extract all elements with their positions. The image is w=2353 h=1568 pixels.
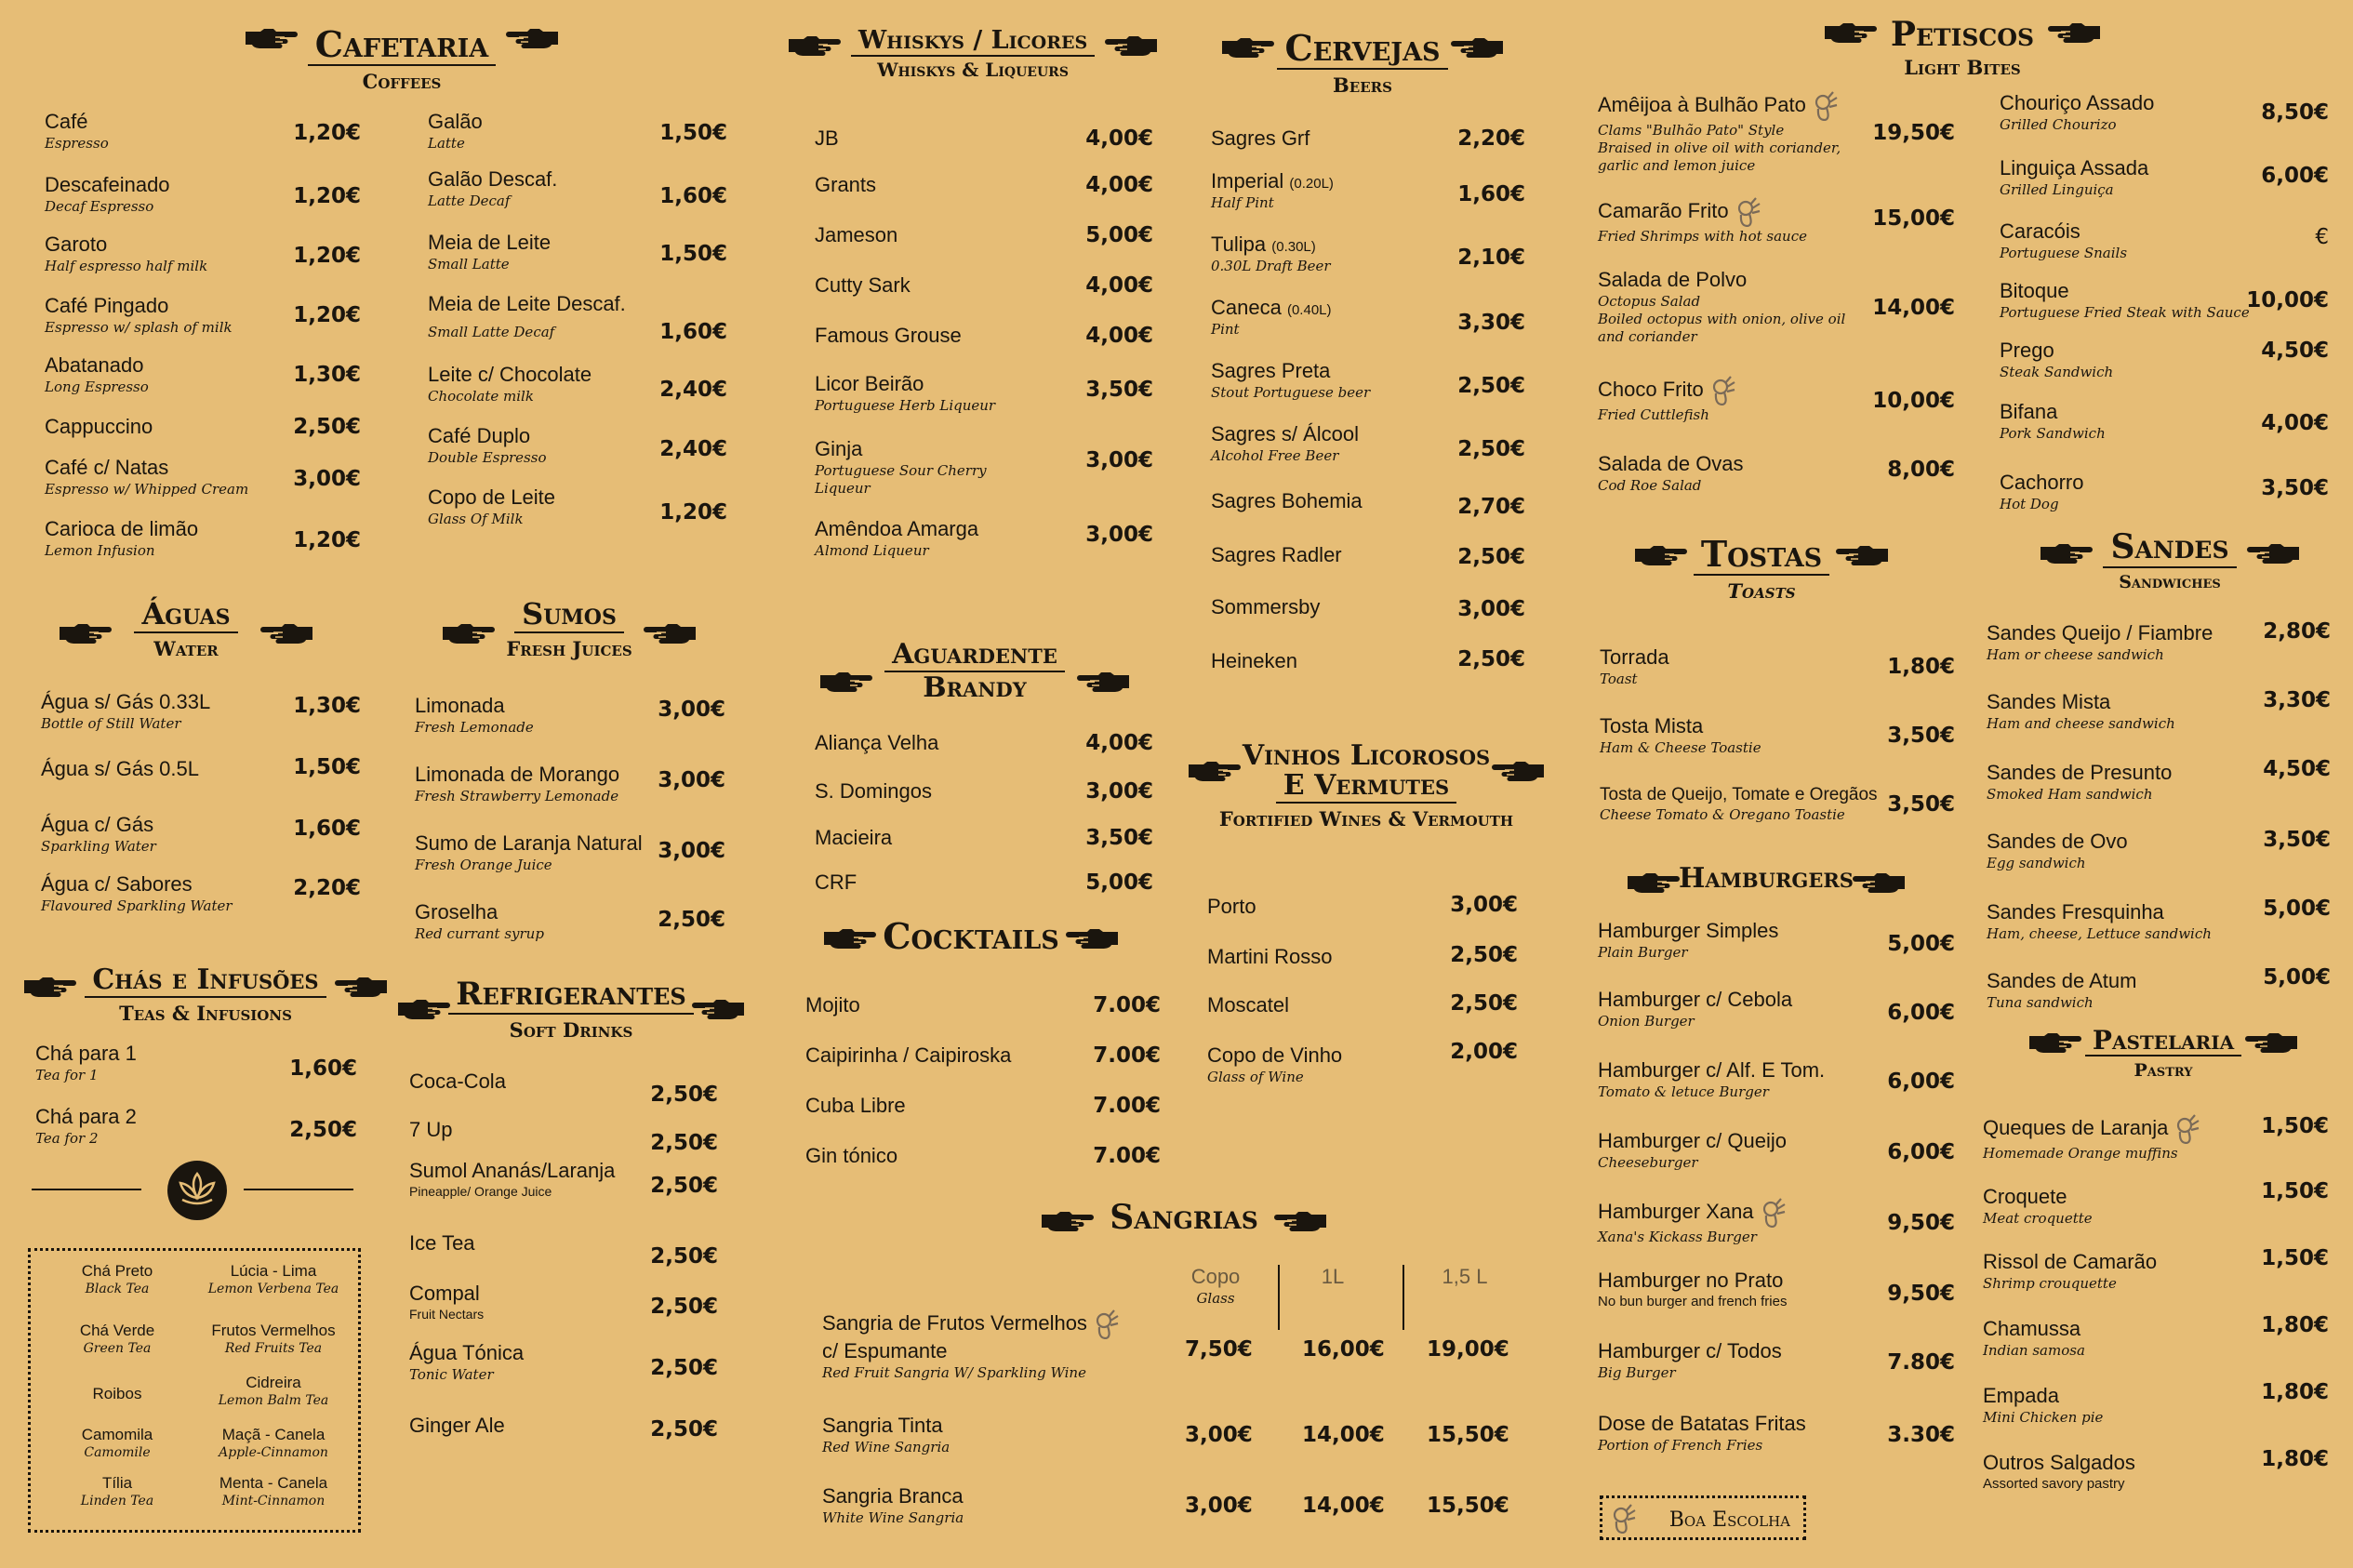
- section-subtitle: Whiskys & Liqueurs: [877, 59, 1069, 82]
- tea-variety: Lúcia - Lima Lemon Verbena Tea: [207, 1262, 339, 1296]
- section-vinhos: [1187, 740, 1546, 843]
- tea-variety: Tília Linden Tea: [80, 1474, 154, 1508]
- section-sandes: [2039, 527, 2301, 605]
- section-title: Hamburgers: [1679, 862, 1854, 895]
- section-subtitle: Beers: [1333, 73, 1392, 97]
- section-subtitle: Pastry: [2134, 1060, 2193, 1082]
- ok-hand-icon: [1612, 1504, 1638, 1534]
- section-title: Tostas: [1694, 536, 1829, 576]
- section-chas: [22, 965, 389, 1036]
- ok-hand-icon: [1736, 197, 1762, 227]
- section-title: Pastelaria: [2085, 1027, 2241, 1056]
- section-subtitle: Sandwiches: [2119, 571, 2221, 592]
- section-title: Águas: [134, 599, 237, 633]
- section-aguas: [58, 596, 314, 670]
- boa-escolha-legend: Boa Escolha: [1600, 1495, 1806, 1540]
- section-subtitle: Water: [153, 636, 219, 660]
- section-title: Cocktails: [883, 915, 1059, 957]
- section-sangrias: [1040, 1200, 1328, 1246]
- tea-variety: Roibos: [92, 1385, 142, 1402]
- tea-variety: Maçã - Canela Apple-Cinnamon: [219, 1426, 328, 1460]
- section-sumos: [441, 596, 698, 670]
- lotus-icon: [166, 1161, 229, 1220]
- section-title: Sandes: [2103, 530, 2236, 568]
- section-title-2: Brandy: [923, 671, 1027, 704]
- section-petiscos: [1823, 17, 2102, 87]
- divider: [32, 1189, 141, 1190]
- tea-variety: Camomila Camomile: [81, 1426, 153, 1460]
- section-title: Petiscos: [1890, 15, 2035, 54]
- section-refrigerantes: [396, 978, 746, 1049]
- section-title: Cervejas: [1277, 30, 1447, 70]
- ok-hand-icon: [1711, 376, 1737, 405]
- tea-variety: Chá Preto Black Tea: [81, 1262, 153, 1296]
- sangrias-list: Sangria de Frutos Vermelhos c/ Espumante Red Fruit Sangria W/ Sparkling Wine 7,50€ 16,00€ 19,00€ Sangria Tinta Red Wine Sangria 3,00€ 14,00€ 15,50€ Sangria Branca White Wine Sangria 3,00€ 14,00€ 15,50€: [822, 1310, 1509, 1526]
- section-title: Sangrias: [1110, 1198, 1258, 1237]
- tea-variety: Chá Verde Green Tea: [79, 1322, 155, 1356]
- section-title: Aguardente: [884, 640, 1065, 672]
- ok-hand-icon: [1814, 91, 1840, 121]
- section-title-2: E Vermutes: [1276, 771, 1456, 804]
- section-pastelaria: [2027, 1027, 2299, 1092]
- section-title: Vinhos Licorosos: [1242, 739, 1491, 772]
- column-header: Copo Glass: [1190, 1265, 1241, 1307]
- section-cafetaria: [244, 23, 560, 97]
- section-hamburgers: [1626, 863, 1907, 904]
- ok-hand-icon: [2175, 1114, 2201, 1144]
- column-header: 1L: [1321, 1265, 1345, 1288]
- section-subtitle: Coffees: [362, 69, 442, 93]
- tea-variety: Frutos Vermelhos Red Fruits Tea: [211, 1322, 336, 1356]
- tea-variety: Menta - Canela Mint-Cinnamon: [219, 1474, 328, 1508]
- column-header: 1,5 L: [1442, 1265, 1488, 1288]
- tea-varieties-box: [28, 1248, 361, 1533]
- section-tostas: [1633, 533, 1890, 606]
- section-subtitle: Fresh Juices: [506, 636, 632, 660]
- ok-hand-icon: [1761, 1198, 1788, 1228]
- section-title: Chás e Infusões: [85, 965, 326, 998]
- section-cervejas: [1220, 27, 1505, 104]
- divider: [244, 1189, 353, 1190]
- section-title: Refrigerantes: [448, 978, 694, 1015]
- section-title: Whiskys / Licores: [851, 28, 1095, 57]
- section-whiskys: [787, 28, 1159, 93]
- section-subtitle: Toasts: [1727, 578, 1796, 603]
- section-subtitle: Fortified Wines & Vermouth: [1218, 806, 1514, 831]
- section-title: Sumos: [514, 599, 624, 633]
- section-subtitle: Soft Drinks: [509, 1017, 633, 1042]
- section-aguardente: [818, 640, 1131, 720]
- section-cocktails: [822, 917, 1120, 963]
- section-title: Cafetaria: [308, 26, 497, 66]
- tea-variety: Cidreira Lemon Balm Tea: [218, 1374, 329, 1408]
- section-subtitle: Teas & Infusions: [119, 1001, 292, 1025]
- section-subtitle: Light Bites: [1904, 55, 2021, 79]
- ok-hand-icon: [1095, 1309, 1121, 1339]
